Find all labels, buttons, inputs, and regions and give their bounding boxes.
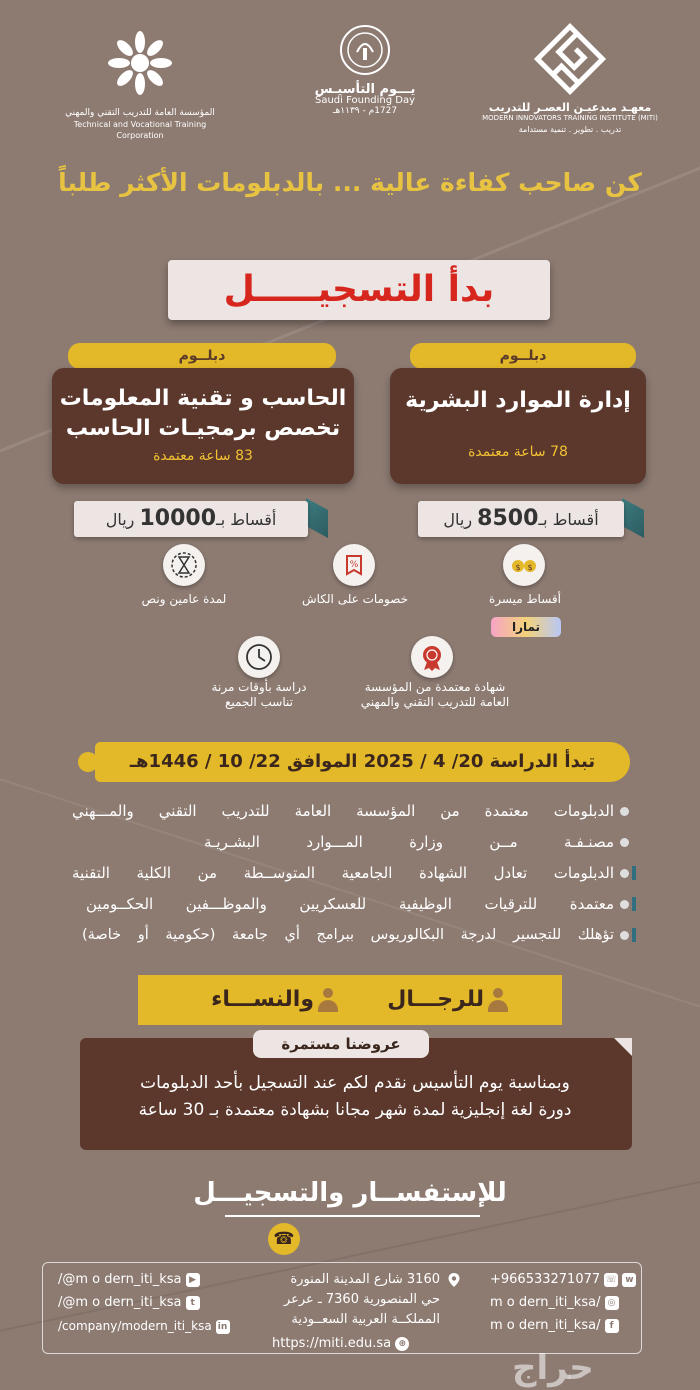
phone-icon[interactable]: ☎	[268, 1223, 300, 1255]
price-cs	[74, 501, 308, 537]
linkedin-handle: /company/modern_iti_ksa	[58, 1319, 212, 1333]
address-line: المملكــة العربية السعــودية	[291, 1312, 440, 1327]
price-currency: ريال	[443, 510, 473, 529]
phone-small-icon: ☏	[605, 1274, 617, 1285]
founding-day-logo	[290, 22, 440, 117]
svg-text:$: $	[527, 563, 533, 572]
bullet-item: مصنـفـة مــن وزارة المـــوارد البشـريـة	[204, 833, 614, 851]
instagram-handle: m o dern_iti_ksa/	[490, 1295, 601, 1310]
contact-phone[interactable]	[490, 1270, 642, 1290]
instagram-icon: ◎	[605, 1296, 619, 1310]
tvtc-emblem-icon	[105, 28, 175, 98]
bullet-item: الدبلومات معتمدة من المؤسسة العامة للتدريب التقني والمـــهني	[72, 802, 614, 820]
twitter-handle: /@m o dern_iti_ksa	[58, 1295, 182, 1310]
globe-icon: ⊕	[395, 1337, 409, 1351]
miti-name-en: MODERN INNOVATORS TRAINING INSTITUTE (MITI)	[482, 114, 658, 122]
tvtc-name-ar: المؤسسة العامة للتدريب التقني والمهني	[65, 108, 215, 118]
flexible-line: دراسة بأوقات مرنة	[211, 680, 307, 694]
whatsapp-icon: w	[622, 1273, 636, 1287]
bullet-item: معتمدة للترقيات الوظيفية للعسكريين والموظـــفين الحكــومين	[86, 895, 614, 913]
youtube-icon: ▶	[186, 1273, 200, 1287]
bullet-accent	[632, 897, 636, 911]
clock-icon	[238, 636, 280, 678]
twitter-icon: t	[186, 1296, 200, 1310]
location-pin-icon	[446, 1272, 462, 1288]
founding-day-emblem-icon	[337, 22, 393, 82]
enquire-underline	[225, 1215, 480, 1217]
bullet-accent	[632, 928, 636, 942]
installments-label: أقساط ميسرة	[488, 592, 561, 606]
certificate-line: شهادة معتمدة من المؤسسة	[364, 680, 506, 694]
bullet-accent	[632, 866, 636, 880]
duration-label: لمدة عامين ونص	[141, 592, 227, 606]
tvtc-name-en: Technical and Vocational Training Corporation	[73, 120, 207, 140]
bullet-dot	[620, 807, 629, 816]
address-line: 3160 شارع المدينة المنورة	[290, 1272, 440, 1287]
woman-icon	[318, 988, 338, 1012]
headline: كن صاحب كفاءة عالية ... بالدبلومات الأكثر طلباً	[58, 168, 642, 197]
offer-line: دورة لغة إنجليزية لمدة شهر مجانا بشهادة معتمدة بـ 30 ساعة	[138, 1100, 572, 1120]
offer-tab: عروضنا مستمرة	[253, 1030, 429, 1058]
linkedin-icon: in	[216, 1320, 230, 1334]
tvtc-logo	[60, 28, 220, 141]
contact-twitter[interactable]	[58, 1293, 233, 1313]
certificate-label	[345, 680, 525, 710]
cash-discount-label: خصومات على الكاش	[301, 592, 409, 606]
diploma-hours: 83 ساعة معتمدة	[153, 448, 253, 464]
registration-banner	[168, 260, 550, 320]
price-currency: ريال	[105, 510, 135, 529]
flexible-label	[195, 680, 323, 710]
price-amount: 8500	[477, 506, 539, 531]
bullet-item: تؤهلك للتجسير لدرجة البكالوريوس ببرامج أي جامعة (حكومية أو خاصة)	[82, 927, 614, 943]
audience-women: والنســـاء	[211, 987, 314, 1012]
contact-youtube[interactable]	[58, 1270, 233, 1290]
price-prefix: أقساط بـ	[216, 510, 277, 529]
founding-day-name-ar: يـــوم التأسيـس	[314, 82, 416, 97]
svg-text:$: $	[515, 563, 521, 572]
miti-emblem-icon	[533, 22, 607, 96]
discount-icon	[333, 544, 375, 586]
price-flag	[622, 498, 644, 538]
diploma-card-hr[interactable]	[390, 368, 646, 484]
enquire-heading: للإستفســار والتسجيـــل	[193, 1178, 507, 1208]
contact-facebook[interactable]	[490, 1316, 642, 1336]
certificate-icon	[411, 636, 453, 678]
website-url: https://miti.edu.sa	[272, 1336, 392, 1351]
founding-day-name-en: Saudi Founding Day	[314, 95, 416, 106]
offer-line: وبمناسبة يوم التأسيس نقدم لكم عند التسجيل بأحد الدبلومات	[140, 1073, 570, 1093]
bullet-item: الدبلومات تعادل الشهادة الجامعية المتوســطة من الكلية التقنية	[72, 864, 614, 882]
start-date-bar: تبدأ الدراسة 20/ 4 / 2025 الموافق 22/ 10 / 1446هـ	[95, 742, 630, 782]
diploma-title: إدارة الموارد البشرية	[405, 388, 631, 413]
founding-day-year: 1727م - ١١٣٩هـ	[332, 106, 398, 116]
address-line: حي المنصورية 7360 ـ عرعر	[283, 1292, 440, 1307]
hourglass-icon	[163, 544, 205, 586]
diploma-tab-cs: دبلــوم	[68, 343, 336, 369]
diploma-card-cs[interactable]	[52, 368, 354, 484]
price-flag	[306, 498, 328, 538]
diploma-hours: 78 ساعة معتمدة	[468, 444, 568, 460]
flexible-line: تناسب الجميع	[225, 695, 293, 709]
haraj-watermark: حراج	[512, 1348, 594, 1388]
diploma-title: الحاسب و تقنية المعلومات	[59, 386, 347, 411]
miti-logo	[475, 22, 665, 135]
audience-men: للرجـــال	[387, 987, 484, 1012]
price-prefix: أقساط بـ	[538, 510, 599, 529]
offer-text	[95, 1070, 615, 1124]
installments-icon	[503, 544, 545, 586]
contact-linkedin[interactable]	[58, 1316, 233, 1336]
price-hr	[418, 501, 624, 537]
diploma-tab-hr: دبلــوم	[410, 343, 636, 369]
facebook-handle: m o dern_iti_ksa/	[490, 1318, 601, 1333]
youtube-handle: /@m o dern_iti_ksa	[58, 1272, 182, 1287]
bullet-dot	[620, 931, 629, 940]
facebook-icon: f	[605, 1319, 619, 1333]
registration-text: بدأ التسجيـــــل	[223, 269, 495, 310]
miti-tagline: تدريب . تطوير . تنمية مستدامة	[518, 125, 622, 134]
bullet-dot	[620, 869, 629, 878]
bullet-dot	[620, 838, 629, 847]
bullet-dot	[620, 900, 629, 909]
man-icon	[488, 988, 508, 1012]
tamara-badge: تمارا	[491, 617, 561, 637]
contact-website[interactable]	[272, 1334, 462, 1354]
certificate-line: العامة للتدريب التقني والمهني	[360, 695, 510, 709]
miti-name-ar: معهـد مبدعيـن العصـر للتدريب	[488, 101, 652, 114]
price-amount: 10000	[139, 506, 217, 531]
diploma-title: تخصص برمجيـات الحاسب	[65, 416, 341, 441]
contact-instagram[interactable]	[490, 1293, 642, 1313]
phone-number: +966533271077	[490, 1272, 601, 1287]
svg-text:%: %	[349, 560, 359, 570]
